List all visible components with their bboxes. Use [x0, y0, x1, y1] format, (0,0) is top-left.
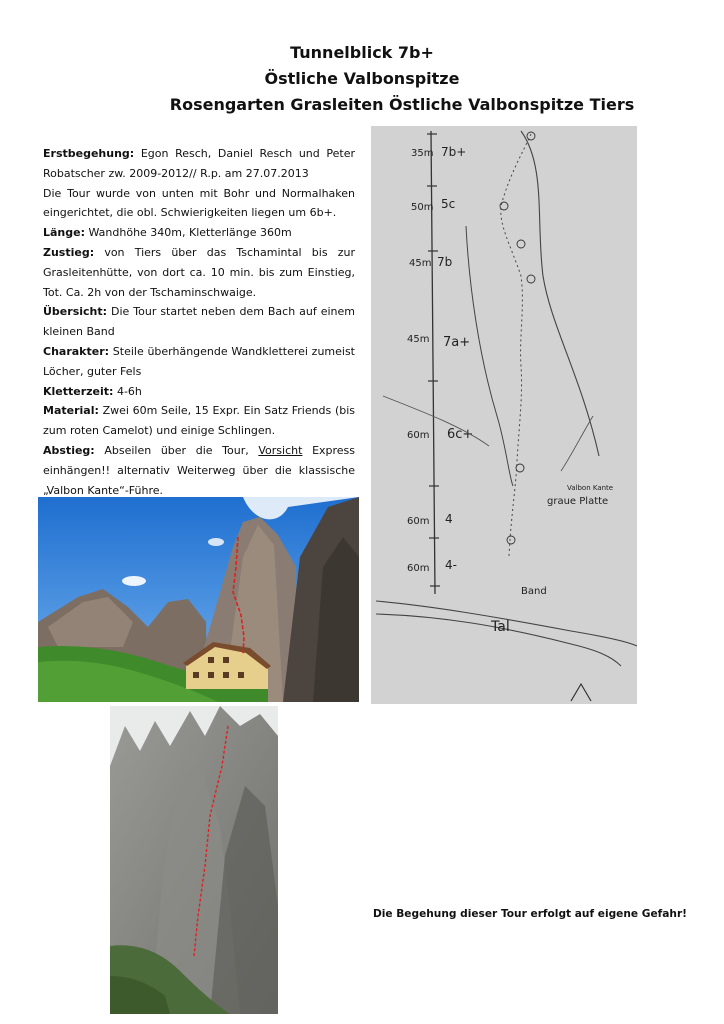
pitch-4-length: 45m [407, 334, 430, 345]
label-graue-platte: graue Platte [547, 496, 609, 507]
label-valbon-kante: Valbon Kante [567, 484, 614, 492]
face-photo [110, 706, 278, 1014]
peak-name: Östliche Valbonspitze [264, 69, 460, 88]
pitch-7-length: 60m [407, 563, 430, 574]
info-laenge: Länge: Wandhöhe 340m, Kletterlänge 360m [43, 226, 292, 240]
pitch-2-grade: 5c [441, 197, 456, 211]
route-name: Tunnelblick 7b+ [290, 43, 434, 62]
pitch-6-grade: 4 [445, 512, 453, 526]
info-uebersicht: Übersicht: Die Tour startet neben dem Bach auf einem kleinen Band [43, 305, 355, 339]
pitch-2-length: 50m [411, 202, 434, 213]
info-zustieg: Zustieg: von Tiers über das Tschamintal bis zur Grasleitenhütte, von dort ca. 10 min. bis zum Einstieg, Tot. Ca. 2h von der Tschaminschwaige. [43, 245, 355, 299]
route-topo [371, 126, 637, 704]
info-charakter: Charakter: Steile überhängende Wandkletterei zumeist Löcher, guter Fels [43, 344, 355, 378]
pitch-5-grade: 6c+ [447, 427, 474, 442]
pitch-4-grade: 7a+ [443, 335, 471, 350]
info-erstbegehung: Erstbegehung: Egon Resch, Daniel Resch und Peter Robatscher zw. 2009-2012// R.p. am 27.07.2013 [43, 147, 355, 180]
pitch-6-length: 60m [407, 516, 430, 527]
info-abstieg: Abstieg: Abseilen über die Tour, Vorsicht Express einhängen!! alternativ Weiterweg über die klassische „Valbon Kante“-Führe. [43, 443, 356, 497]
info-kletterzeit: Kletterzeit: 4-6h [43, 384, 142, 398]
label-band: Band [521, 586, 547, 597]
info-material: Material: Zwei 60m Seile, 15 Expr. Ein Satz Friends (bis zum roten Camelot) und einige Schlingen. [43, 404, 356, 438]
pitch-7-grade: 4- [445, 558, 457, 572]
pitch-5-length: 60m [407, 430, 430, 441]
route-info [43, 144, 355, 500]
pitch-1-length: 35m [411, 148, 434, 159]
pitch-3-grade: 7b [437, 255, 453, 269]
pitch-1-grade: 7b+ [441, 145, 467, 159]
pitch-3-length: 45m [409, 258, 432, 269]
hut-photo [38, 497, 359, 702]
title-block [0, 40, 724, 118]
area-name: Rosengarten Grasleiten Östliche Valbonspitze Tiers [169, 95, 635, 114]
disclaimer: Die Begehung dieser Tour erfolgt auf eigene Gefahr! [372, 908, 687, 920]
info-description: Die Tour wurde von unten mit Bohr und Normalhaken eingerichtet, die obl. Schwierigkeiten liegen um 6b+. [43, 186, 355, 220]
label-tal: Tal [491, 619, 510, 635]
